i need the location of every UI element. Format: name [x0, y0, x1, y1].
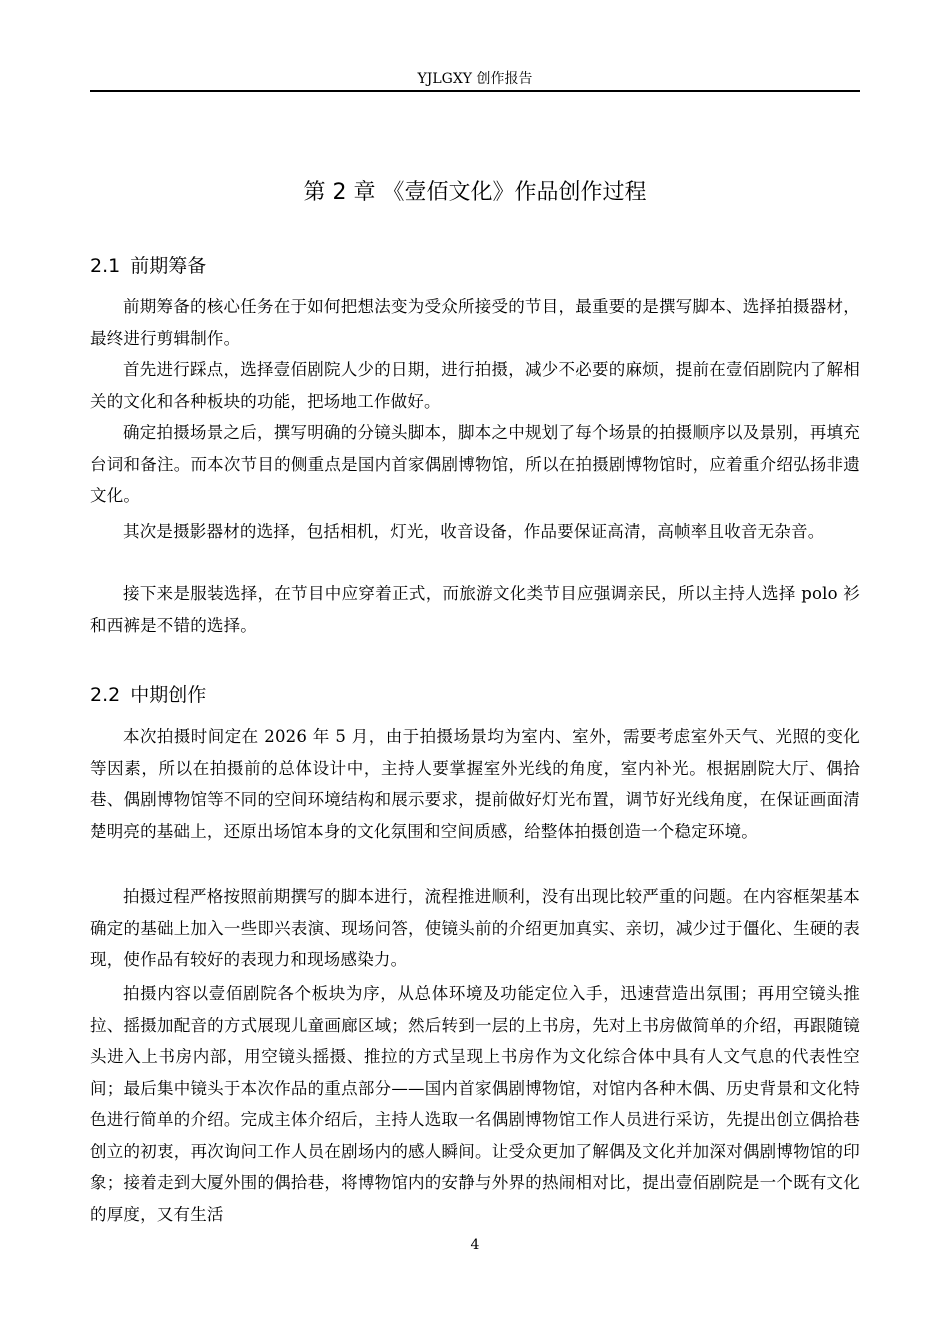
- body-paragraph: 拍摄内容以壹佰剧院各个板块为序，从总体环境及功能定位入手，迅速营造出氛围；再用空镜头推拉、摇摄加配音的方式展现儿童画廊区域；然后转到一层的上书房，先对上书房做简单的介绍，再跟随镜头进入上书房内部，用空镜头摇摄、推拉的方式呈现上书房作为文化综合体中具有人文气息的代表性空间；最后集中镜头于本次作品的重点部分——国内首家偶剧博物馆，对馆内各种木偶、历史背景和文化特色进行简单的介绍。完成主体介绍后，主持人选取一名偶剧博物馆工作人员进行采访，先提出创立偶拾巷创立的初衷，再次询问工作人员在剧场内的感人瞬间。让受众更加了解偶及文化并加深对偶剧博物馆的印象；接着走到大厦外围的偶拾巷，将博物馆内的安静与外界的热闹相对比，提出壹佰剧院是一个既有文化的厚度，又有生活: [90, 984, 860, 1224]
- chapter-title: 第 2 章 《壹佰文化》作品创作过程: [303, 180, 647, 205]
- section-number: 2.2: [90, 684, 121, 706]
- section-heading: [90, 681, 860, 709]
- page-number: 4: [470, 1237, 480, 1253]
- section-title: 前期筹备: [130, 255, 207, 277]
- body-paragraph: 接下来是服装选择，在节目中应穿着正式，而旅游文化类节目应强调亲民，所以主持人选择 polo 衫和西裤是不错的选择。: [90, 584, 860, 635]
- section-heading: [90, 252, 860, 280]
- body-paragraph: 确定拍摄场景之后，撰写明确的分镜头脚本，脚本之中规划了每个场景的拍摄顺序以及景别，再填充台词和备注。而本次节目的侧重点是国内首家偶剧博物馆，所以在拍摄剧博物馆时，应着重介绍弘扬非遗文化。: [90, 423, 860, 505]
- body-paragraph: 首先进行踩点，选择壹佰剧院人少的日期，进行拍摄，减少不必要的麻烦，提前在壹佰剧院内了解相关的文化和各种板块的功能，把场地工作做好。: [90, 360, 860, 411]
- running-header: YJLGXY 创作报告: [417, 71, 533, 87]
- body-paragraph: 拍摄过程严格按照前期撰写的脚本进行，流程推进顺利，没有出现比较严重的问题。在内容框架基本确定的基础上加入一些即兴表演、现场问答，使镜头前的介绍更加真实、亲切，减少过于僵化、生硬的表现，使作品有较好的表现力和现场感染力。: [90, 887, 860, 969]
- header-divider: [90, 90, 860, 92]
- body-paragraph: 其次是摄影器材的选择，包括相机，灯光，收音设备，作品要保证高清，高帧率且收音无杂音。: [123, 522, 825, 541]
- section-title: 中期创作: [130, 684, 207, 706]
- body-paragraph: 本次拍摄时间定在 2026 年 5 月，由于拍摄场景均为室内、室外，需要考虑室外天气、光照的变化等因素，所以在拍摄前的总体设计中，主持人要掌握室外光线的角度，室内补光。根据剧院大厅、偶拾巷、偶剧博物馆等不同的空间环境结构和展示要求，提前做好灯光布置，调节好光线角度，在保证画面清楚明亮的基础上，还原出场馆本身的文化氛围和空间质感，给整体拍摄创造一个稳定环境。: [90, 727, 860, 841]
- body-paragraph: 前期筹备的核心任务在于如何把想法变为受众所接受的节目，最重要的是撰写脚本、选择拍摄器材，最终进行剪辑制作。: [90, 297, 860, 348]
- section-number: 2.1: [90, 255, 121, 277]
